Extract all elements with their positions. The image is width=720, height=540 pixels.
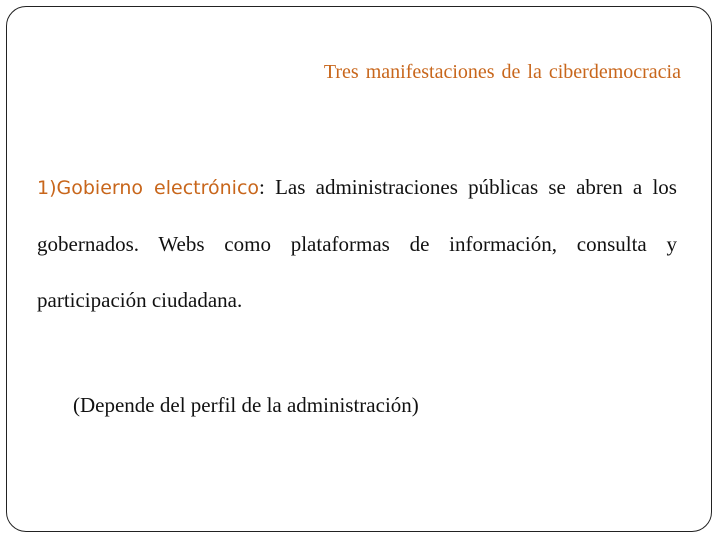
item-paragraph <box>37 159 677 328</box>
item-number: 1) <box>37 177 57 199</box>
slide-title: Tres manifestaciones de la ciberdemocracia <box>323 61 681 83</box>
item-separator: : <box>259 175 265 199</box>
item-note: (Depende del perfil de la administración) <box>73 393 419 417</box>
slide-frame <box>6 6 712 532</box>
item-lead <box>37 175 259 199</box>
item-term: Gobierno electrónico <box>56 177 260 199</box>
item-text: Las administraciones públicas se abren a los gobernados. Webs como plataformas de información, consulta y participación ciudadana. <box>37 175 677 312</box>
